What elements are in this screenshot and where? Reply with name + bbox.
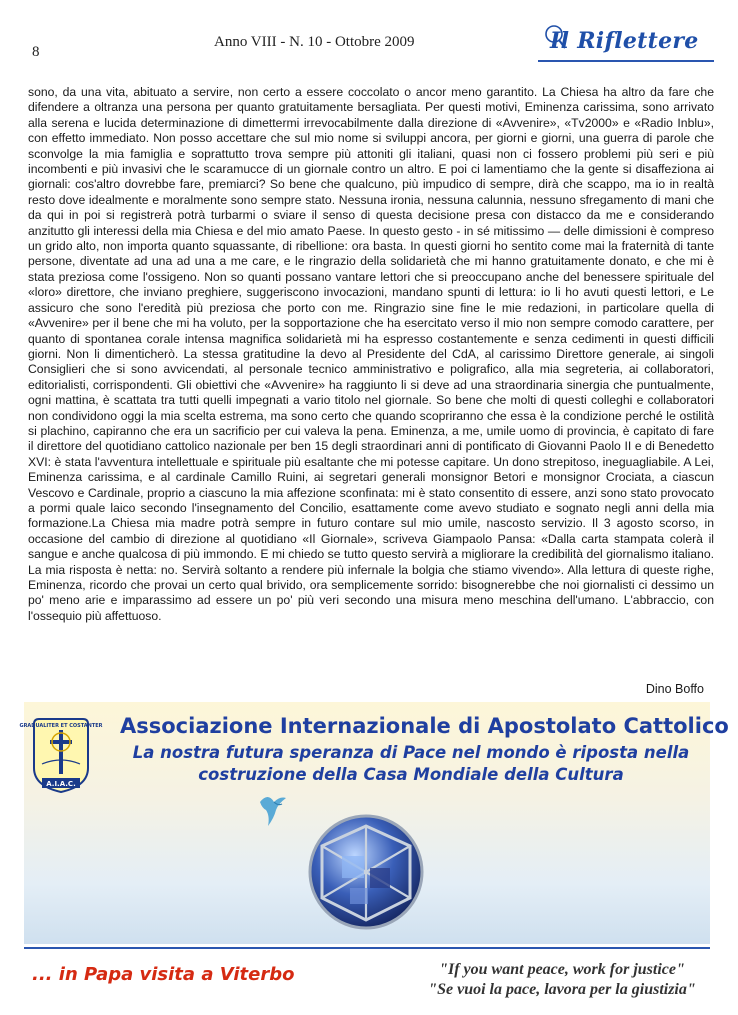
mosaic-globe-icon <box>302 806 430 934</box>
ad-subtitle-line2: costruzione della Casa Mondiale della Cultura <box>198 765 624 784</box>
page-number: 8 <box>32 44 40 60</box>
issue-line: Anno VIII - N. 10 - Ottobre 2009 <box>214 34 415 50</box>
header-rule <box>538 60 714 62</box>
footer-quote <box>414 960 710 1000</box>
cross-emblem-icon <box>19 716 103 794</box>
quote-italian: "Se vuoi la pace, lavora per la giustizia" <box>428 981 696 998</box>
ad-subtitle <box>116 742 706 786</box>
footer-rule <box>24 947 710 949</box>
footer-headline: ... in Papa visita a Viterbo <box>32 964 295 985</box>
advertisement-banner <box>19 702 729 944</box>
dove-icon <box>252 788 292 832</box>
ad-title: Associazione Internazionale di Apostolato Cattolico <box>120 714 729 738</box>
emblem-top-text: GRADUALITER ET COSTANTER <box>19 723 103 729</box>
article-body: sono, da una vita, abituato a servire, non certo a essere coccolato o ancor meno garantito. La Chiesa ha altro da fare che difendere a oltranza una persona per quanto gratuitamente bersagliata. Per questi motivi, Eminenza carissima, sono arrivato alla serena e lucida determinazione di dimettermi irrevocabilmente dalla direzione di «Avvenire», «Tv2000» e «Radio Inblu», con effetto immediato. Non posso accettare che sul mio nome si sviluppi ancora, per giorni e giorni, una guerra di parole che sconvolge la mia famiglia e soprattutto trova sempre più attoniti gli italiani, quasi non ci fossero problemi più seri e più incombenti e più invasivi che le scaramucce di un giornale contro un altro. E poi ci lamentiamo che la gente si disaffeziona ai giornali: cos'altro dovrebbe fare, premiarci? So bene che qualcuno, più impudico di sempre, dirà che scappo, ma io in realtà resto dove idealmente e moralmente sono sempre stato. Nessuna ironia, nessuna calunnia, nessuno sfregamento di mani che da qui in poi si registrerà potrà turbarmi o sviare il senso di questa decisione presa con distacco da me e considerando anzitutto gli interessi della mia Chiesa e del mio amato Paese. In questo gesto - in sé mitissimo — delle dimissioni è compreso un grido alto, non importa quanto squassante, di ribellione: ora basta. In questi giorni ho sentito come mai la fraternità di tante persone, diventate ad una ad una a me care, e le ringrazio della solidarietà che mi hanno gratuitamente donato, e che mi è stata preziosa come l'ossigeno. Non so quanti possano vantare lettori che si preoccupano anche del benessere spirituale del «loro» direttore, che inviano preghiere, suggeriscono invocazioni, mandano spunti di lettura: io li ho avuti questi lettori, e Le assicuro che sono l'eredità più preziosa che porto con me. Ringrazio sine fine le mie redazioni, in particolare quella di «Avvenire» per il bene che mi ha voluto, per la sopportazione che ha esercitato verso il mio non sempre comodo carattere, per quanto di spontanea corale intensa magnifica solidarietà mi ha espresso costantemente e senza cedimenti in questi difficili giorni. Non li dimenticherò. La stessa gratitudine la devo al Presidente del CdA, al carissimo Direttore generale, ai singoli Consiglieri che si sono avvicendati, al personale tecnico amministrativo e poligrafico, alla mia segreteria, ai collaboratori, editorialisti, corrispondenti. Gli obiettivi che «Avvenire» ha raggiunto li si deve ad una straordinaria sinergia che puntualmente, ogni mattina, è scattata tra tutti quelli impegnati a vario titolo nel giornale. So bene che molti di questi colleghi e collaboratori non condividono oggi la mia scelta estrema, ma sono certo che quando scopriranno che essa è la condizione perché le ostilità si plachino, capiranno che era un sacrificio per cui valeva la pena. Eminenza, a me, umile uomo di provincia, è capitato di fare il direttore del quotidiano cattolico nazionale per ben 15 degli straordinari anni di pontificato di Giovanni Paolo II e di Benedetto XVI: è stata l'avventura intellettuale e spirituale più esaltante che mi potesse capitare. Un dono strepitoso, ineguagliabile. A Lei, Eminenza carissima, e al cardinale Camillo Ruini, ai segretari generali monsignor Betori e monsignor Crociata, a ciascun Vescovo e Cardinale, proprio a ciascuno la mia affezione sconfinata: mi è stato consentito di essere, anzi sono stato provocato a pormi quale laico secondo l'insegnamento del Concilio, esattamente come avevo studiato e sognato negli anni della mia formazione.La Chiesa mia madre potrà sempre in futuro contare sul mio umile, nascosto servizio. Il 3 agosto scorso, in occasione del cambio di direzione al quotidiano «Il Giornale», scriveva Giampaolo Pansa: «Dalla carta stampata colerà il sangue e anche qualcosa di più immondo. E mi chiedo se tutto questo servirà a migliorare la credibilità del giornalismo italiano. La mia risposta è netta: no. Servirà soltanto a rendere più infernale la bolgia che stiamo vivendo». Alla lettura di queste righe, Eminenza, ricordo che provai un certo qual brivido, ora semplicemente sorrido: bisognerebbe che noi giornalisti ci dessimo un po' meno arie e imparassimo ad essere un po' più veri secondo una misura meno meschina dell'umano. L'abbraccio, con l'ossequio più affettuoso. <box>28 85 714 623</box>
article-signature: Dino Boffo <box>645 682 704 696</box>
emblem-bottom-text: A.I.A.C. <box>46 780 76 788</box>
publication-title: Il Riflettere <box>550 28 699 54</box>
publication-logo <box>540 22 720 62</box>
ad-subtitle-line1: La nostra futura speranza di Pace nel mondo è riposta nella <box>132 743 690 762</box>
quote-english: "If you want peace, work for justice" <box>439 961 685 978</box>
